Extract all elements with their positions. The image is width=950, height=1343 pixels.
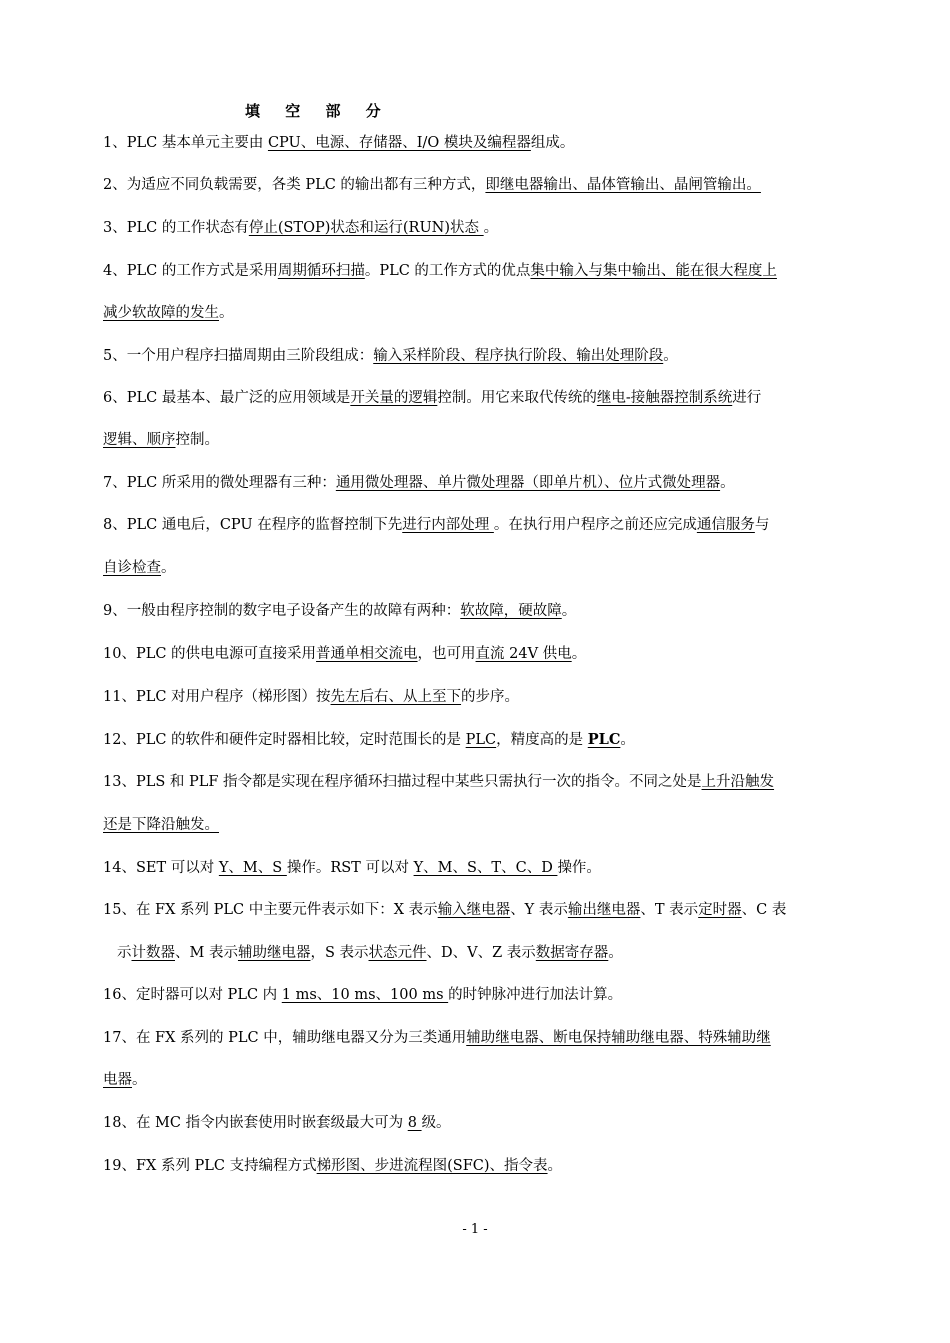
answer-blank: 进行内部处理 — [402, 517, 494, 533]
answer-blank: PLC — [587, 731, 621, 748]
question-line — [103, 430, 219, 450]
question-line — [103, 346, 678, 366]
question-text: 。 — [620, 732, 635, 748]
answer-blank: Y、M、S — [218, 860, 287, 876]
question-text: 。 — [161, 560, 176, 576]
question-text: 1、PLC 基本单元主要由 — [103, 135, 268, 151]
question-line — [103, 1113, 451, 1133]
question-text: 示 — [117, 945, 132, 961]
question-text: 级。 — [421, 1115, 451, 1131]
question-text: 组成。 — [530, 135, 575, 151]
question-text: 操作。RST 可以对 — [286, 860, 414, 876]
answer-blank: 辅助继电器、断电保持辅助继电器、特殊辅助继 — [466, 1030, 771, 1046]
answer-blank: 1 ms、10 ms、100 ms — [281, 987, 449, 1003]
question-text: 19、FX 系列 PLC 支持编程方式 — [103, 1158, 317, 1174]
answer-blank: 集中输入与集中输出、能在很大程度上 — [530, 263, 777, 279]
question-text: 的步序。 — [461, 689, 520, 705]
question-text: 。 — [663, 348, 678, 364]
answer-blank: 还是下降沿触发。 — [103, 817, 219, 833]
question-text: 15、在 FX 系列 PLC 中主要元件表示如下：X 表示 — [103, 902, 438, 918]
question-text: 。 — [608, 945, 623, 961]
question-line — [103, 175, 761, 195]
question-text: 、M 表示 — [175, 945, 238, 961]
question-text: 控制。 — [175, 432, 219, 448]
question-text: 、C 表 — [741, 902, 787, 918]
question-line — [103, 1070, 147, 1090]
answer-blank: 数据寄存器 — [535, 945, 609, 961]
answer-blank: CPU、电源、存储器、I/O 模块及编程器 — [267, 135, 531, 151]
answer-blank: 通信服务 — [696, 517, 755, 533]
question-text: ，精度高的是 — [496, 732, 588, 748]
question-text: 。 — [547, 1158, 563, 1174]
question-text: 、T 表示 — [640, 902, 699, 918]
answer-blank: 8 — [407, 1115, 422, 1131]
answer-blank: 辅助继电器 — [237, 945, 311, 961]
answer-blank: Y、M、S、T、C、D — [413, 860, 558, 876]
question-text: 与 — [754, 517, 770, 533]
question-text: 4、PLC 的工作方式是采用 — [103, 263, 278, 279]
answer-blank: 输入采样阶段、程序执行阶段、输出处理阶段 — [373, 348, 664, 364]
question-text: 。 — [561, 603, 577, 619]
question-text: 操作。 — [557, 860, 601, 876]
answer-blank: 通用微处理器、单片微处理器（即单片机）、位片式微处理器 — [335, 475, 721, 491]
question-text: 。 — [720, 475, 735, 491]
question-text: 。 — [132, 1072, 147, 1088]
answer-blank: 开关量的逻辑 — [350, 390, 438, 406]
answer-blank: 梯形图、步进流程图(SFC)、指令表 — [316, 1158, 548, 1174]
question-line — [103, 687, 519, 707]
question-line — [103, 515, 769, 535]
question-text: 12、PLC 的软件和硬件定时器相比较，定时范围长的是 — [103, 732, 466, 748]
answer-blank: 继电-接触器控制系统 — [596, 390, 733, 406]
question-line — [103, 558, 176, 578]
question-text: 2、为适应不同负载需要，各类 PLC 的输出都有三种方式， — [103, 177, 486, 193]
question-line — [103, 772, 774, 792]
question-text: 控制。用它来取代传统的 — [437, 390, 597, 406]
answer-blank: 普通单相交流电 — [316, 646, 418, 662]
question-line — [103, 218, 498, 238]
question-text: 、Y 表示 — [510, 902, 568, 918]
question-text: 6、PLC 最基本、最广泛的应用领域是 — [103, 390, 351, 406]
answer-blank: 状态元件 — [368, 945, 427, 961]
answer-blank: 自诊检查 — [103, 560, 161, 576]
page-number: - 1 - — [462, 1222, 488, 1237]
answer-blank: 减少软故障的发生 — [103, 305, 219, 321]
question-text: 。 — [483, 220, 499, 236]
answer-blank: 即继电器输出、晶体管输出、晶闸管输出。 — [485, 177, 761, 193]
question-text: 。 — [571, 646, 587, 662]
answer-blank: 输入继电器 — [437, 902, 511, 918]
question-text: 3、PLC 的工作状态有 — [103, 220, 249, 236]
question-text: 。在执行用户程序之前还应完成 — [493, 517, 697, 533]
answer-blank: 软故障，硬故障 — [460, 603, 562, 619]
question-text: 。PLC 的工作方式的优点 — [364, 263, 531, 279]
question-text: 的时钟脉冲进行加法计算。 — [448, 987, 623, 1003]
question-line — [103, 388, 761, 408]
question-text: 11、PLC 对用户程序（梯形图）按 — [103, 689, 331, 705]
question-line — [103, 730, 635, 750]
answer-blank: 先左后右、从上至下 — [330, 689, 462, 705]
question-line — [103, 133, 574, 153]
question-text: 16、定时器可以对 PLC 内 — [103, 987, 282, 1003]
answer-blank: 直流 24V 供电 — [475, 646, 572, 662]
question-text: 。 — [219, 305, 234, 321]
question-line — [103, 1028, 771, 1048]
question-text: ，S 表示 — [310, 945, 369, 961]
question-text: 进行 — [732, 390, 762, 406]
answer-blank: 上升沿触发 — [701, 774, 775, 790]
answer-blank: 输出继电器 — [567, 902, 641, 918]
question-text: 、D、V、Z 表示 — [426, 945, 536, 961]
answer-blank: 停止(STOP)状态和运行(RUN)状态 — [248, 220, 484, 236]
answer-blank: 周期循环扫描 — [277, 263, 365, 279]
question-line — [117, 943, 623, 963]
answer-blank: 逻辑、顺序 — [103, 432, 176, 448]
question-text: 18、在 MC 指令内嵌套使用时嵌套级最大可为 — [103, 1115, 408, 1131]
question-line — [103, 900, 786, 920]
answer-blank: PLC — [465, 732, 497, 748]
question-text: 5、一个用户程序扫描周期由三阶段组成： — [103, 348, 374, 364]
question-text: ，也可用 — [417, 646, 476, 662]
question-line — [103, 303, 234, 323]
question-text: 17、在 FX 系列的 PLC 中，辅助继电器又分为三类通用 — [103, 1030, 467, 1046]
question-line — [103, 1156, 562, 1176]
question-text: 7、PLC 所采用的微处理器有三种： — [103, 475, 336, 491]
question-text: 8、PLC 通电后，CPU 在程序的监督控制下先 — [103, 517, 403, 533]
answer-blank: 计数器 — [131, 945, 175, 961]
question-text: 13、PLS 和 PLF 指令都是实现在程序循环扫描过程中某些只需执行一次的指令。不同之处是 — [103, 774, 702, 790]
question-text: 9、一般由程序控制的数字电子设备产生的故障有两种： — [103, 603, 461, 619]
section-title: 填 空 部 分 — [245, 102, 391, 120]
question-text: 10、PLC 的供电电源可直接采用 — [103, 646, 317, 662]
question-line — [103, 601, 576, 621]
answer-blank: 定时器 — [698, 902, 742, 918]
question-line — [103, 644, 586, 664]
question-line — [103, 985, 622, 1005]
question-text: 14、SET 可以对 — [103, 860, 219, 876]
question-line — [103, 858, 601, 878]
question-line — [103, 473, 735, 493]
question-line — [103, 815, 219, 835]
answer-blank: 电器 — [103, 1072, 132, 1088]
question-line — [103, 261, 777, 281]
